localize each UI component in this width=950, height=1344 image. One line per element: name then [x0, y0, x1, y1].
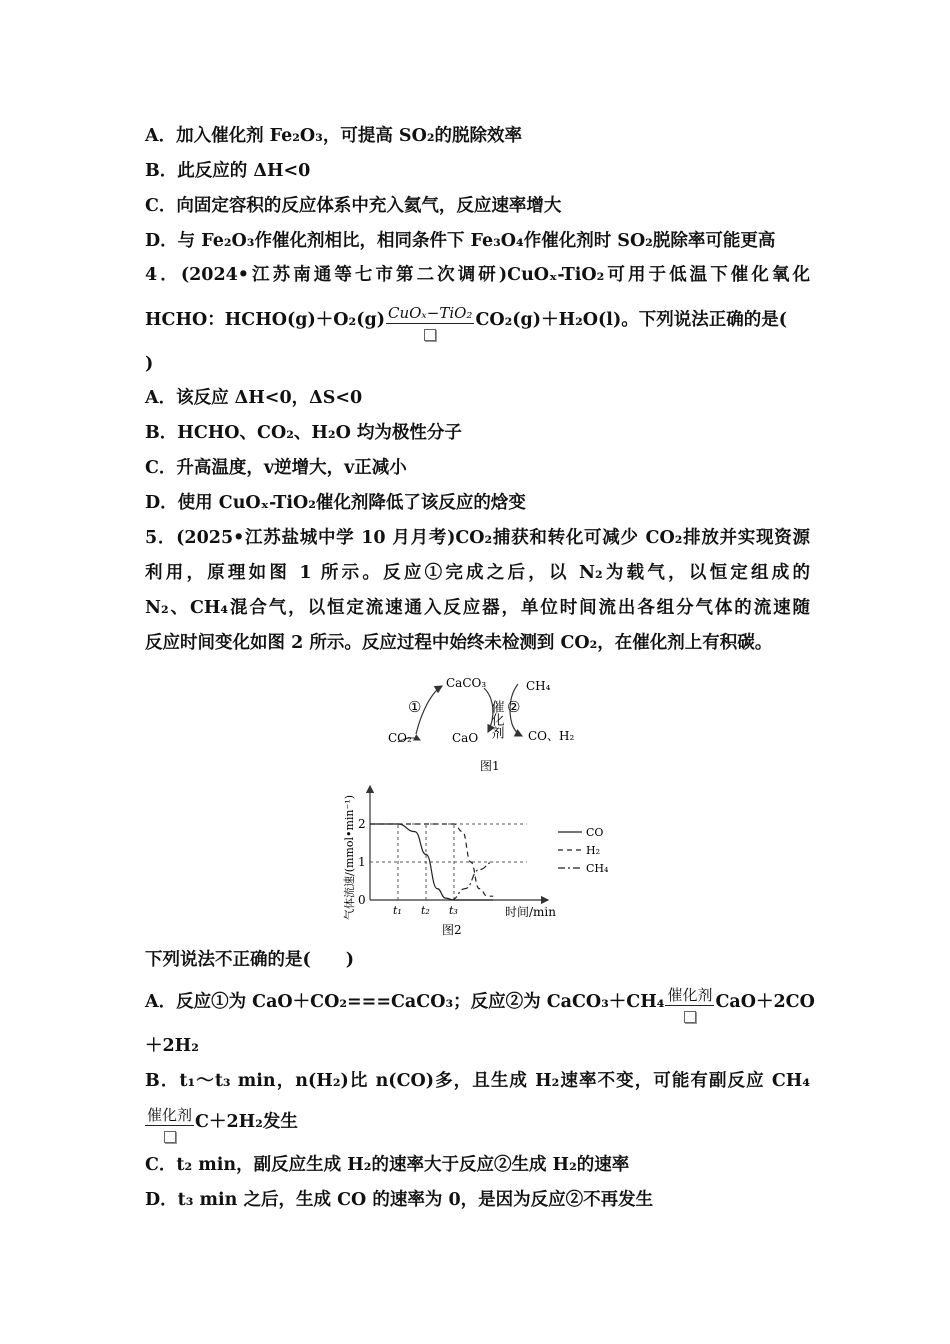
figure-2-caption: 图2	[442, 923, 462, 937]
series-line-CH₄	[451, 862, 493, 900]
x-axis-label: 时间/min	[505, 905, 556, 919]
q4-reaction-condition	[386, 303, 474, 338]
cao-label: CaO	[452, 731, 479, 745]
reaction-1-marker: ①	[408, 698, 422, 716]
q5-stem-line2: 利用，原理如图 1 所示。反应①完成之后，以 N₂为载气，以恒定组成的	[145, 563, 810, 583]
caco3-label: CaCO₃	[446, 676, 487, 690]
q5-option-c: C．t₂ min，副反应生成 H₂的速率大于反应②生成 H₂的速率	[145, 1155, 630, 1175]
q4-stem-line2	[145, 296, 810, 344]
q3-option-c: C．向固定容积的反应体系中充入氦气，反应速率增大	[145, 196, 562, 216]
y-axis-label: 气体流速/(mmol•min⁻¹)	[343, 794, 356, 920]
q4-option-c: C．升高温度，v逆增大，v正减小	[145, 458, 407, 478]
q5-option-d: D．t₃ min 之后，生成 CO 的速率为 0，是因为反应②不再发生	[145, 1190, 654, 1210]
series-line-H₂	[370, 824, 493, 896]
q5-question: 下列说法不正确的是( )	[145, 950, 355, 970]
q4-stem-line3: )	[145, 354, 154, 374]
y-tick-label: 2	[358, 817, 366, 831]
y-tick-label: 0	[358, 893, 366, 907]
q5-option-b-catalyst-label: 催化剂	[147, 1105, 193, 1124]
q5-option-a-catalyst-label: 催化剂	[667, 985, 713, 1004]
x-tick-label: t₁	[393, 904, 402, 917]
q5-stem-line1: 5．(2025•江苏盐城中学 10 月月考)CO₂捕获和转化可减少 CO₂排放并实现资源	[145, 528, 810, 548]
y-tick-label: 1	[358, 855, 366, 869]
legend-label-H₂: H₂	[586, 844, 601, 857]
catalyst-vertical-label: 催化剂	[488, 700, 504, 739]
x-tick-label: t₂	[421, 904, 430, 917]
q5-stem-line3: N₂、CH₄混合气，以恒定流速通入反应器，单位时间流出各组分气体的流速随	[145, 598, 810, 618]
q5-option-a-text: A．反应①为 CaO＋CO₂===CaCO₃；反应②为 CaCO₃＋CH₄	[145, 992, 665, 1012]
ch4-label: CH₄	[526, 679, 551, 693]
x-tick-label: t₃	[449, 904, 458, 917]
q4-option-d: D．使用 CuOₓ-TiO₂催化剂降低了该反应的焓变	[145, 493, 526, 513]
q4-option-a: A．该反应 ΔH<0，ΔS<0	[145, 388, 363, 408]
q3-option-b: B．此反应的 ΔH<0	[145, 161, 311, 181]
legend-label-CH₄: CH₄	[586, 862, 609, 875]
q5-option-b-line2	[145, 1098, 810, 1146]
legend-label-CO: CO	[586, 826, 604, 839]
q4-stem-line1: 4．(2024•江苏南通等七市第二次调研)CuOₓ-TiO₂可用于低温下催化氧化	[145, 265, 810, 285]
figure-2-flow-rate-chart	[330, 780, 630, 940]
q4-option-b: B．HCHO、CO₂、H₂O 均为极性分子	[145, 423, 462, 443]
products-label: CO、H₂	[528, 729, 575, 743]
q5-option-a-line1	[145, 978, 815, 1026]
co2-label: CO₂	[388, 731, 412, 745]
q4-equation-left: HCHO：HCHO(g)＋O₂(g)	[145, 310, 385, 330]
figure-1-caption: 图1	[480, 759, 500, 773]
q5-stem-line4: 反应时间变化如图 2 所示。反应过程中始终未检测到 CO₂，在催化剂上有积碳。	[145, 633, 773, 653]
q5-option-b-products: C＋2H₂发生	[195, 1112, 298, 1132]
q3-option-d: D．与 Fe₂O₃作催化剂相比，相同条件下 Fe₃O₄作催化剂时 SO₂脱除率可能更高	[145, 231, 776, 251]
q5-option-a-line2: ＋2H₂	[145, 1036, 199, 1056]
q4-catalyst-label: CuOₓ−TiO₂	[387, 303, 473, 322]
q3-option-a: A．加入催化剂 Fe₂O₃，可提高 SO₂的脱除效率	[145, 126, 522, 146]
q5-option-a-condition	[665, 985, 714, 1020]
figure-1-cycle-diagram	[380, 670, 580, 775]
q5-option-b-condition	[145, 1105, 194, 1140]
heat-symbol-icon	[684, 1011, 696, 1023]
reaction-2-marker: ②	[507, 698, 521, 716]
heat-symbol-icon	[164, 1131, 176, 1143]
q5-option-a-products: CaO＋2CO	[715, 992, 815, 1012]
q5-option-b-line1: B．t₁～t₃ min，n(H₂)比 n(CO)多，且生成 H₂速率不变，可能有副反应 CH₄	[145, 1071, 810, 1091]
heat-symbol-icon	[424, 329, 436, 341]
q4-equation-right: CO₂(g)＋H₂O(l)。下列说法正确的是(	[475, 310, 788, 330]
